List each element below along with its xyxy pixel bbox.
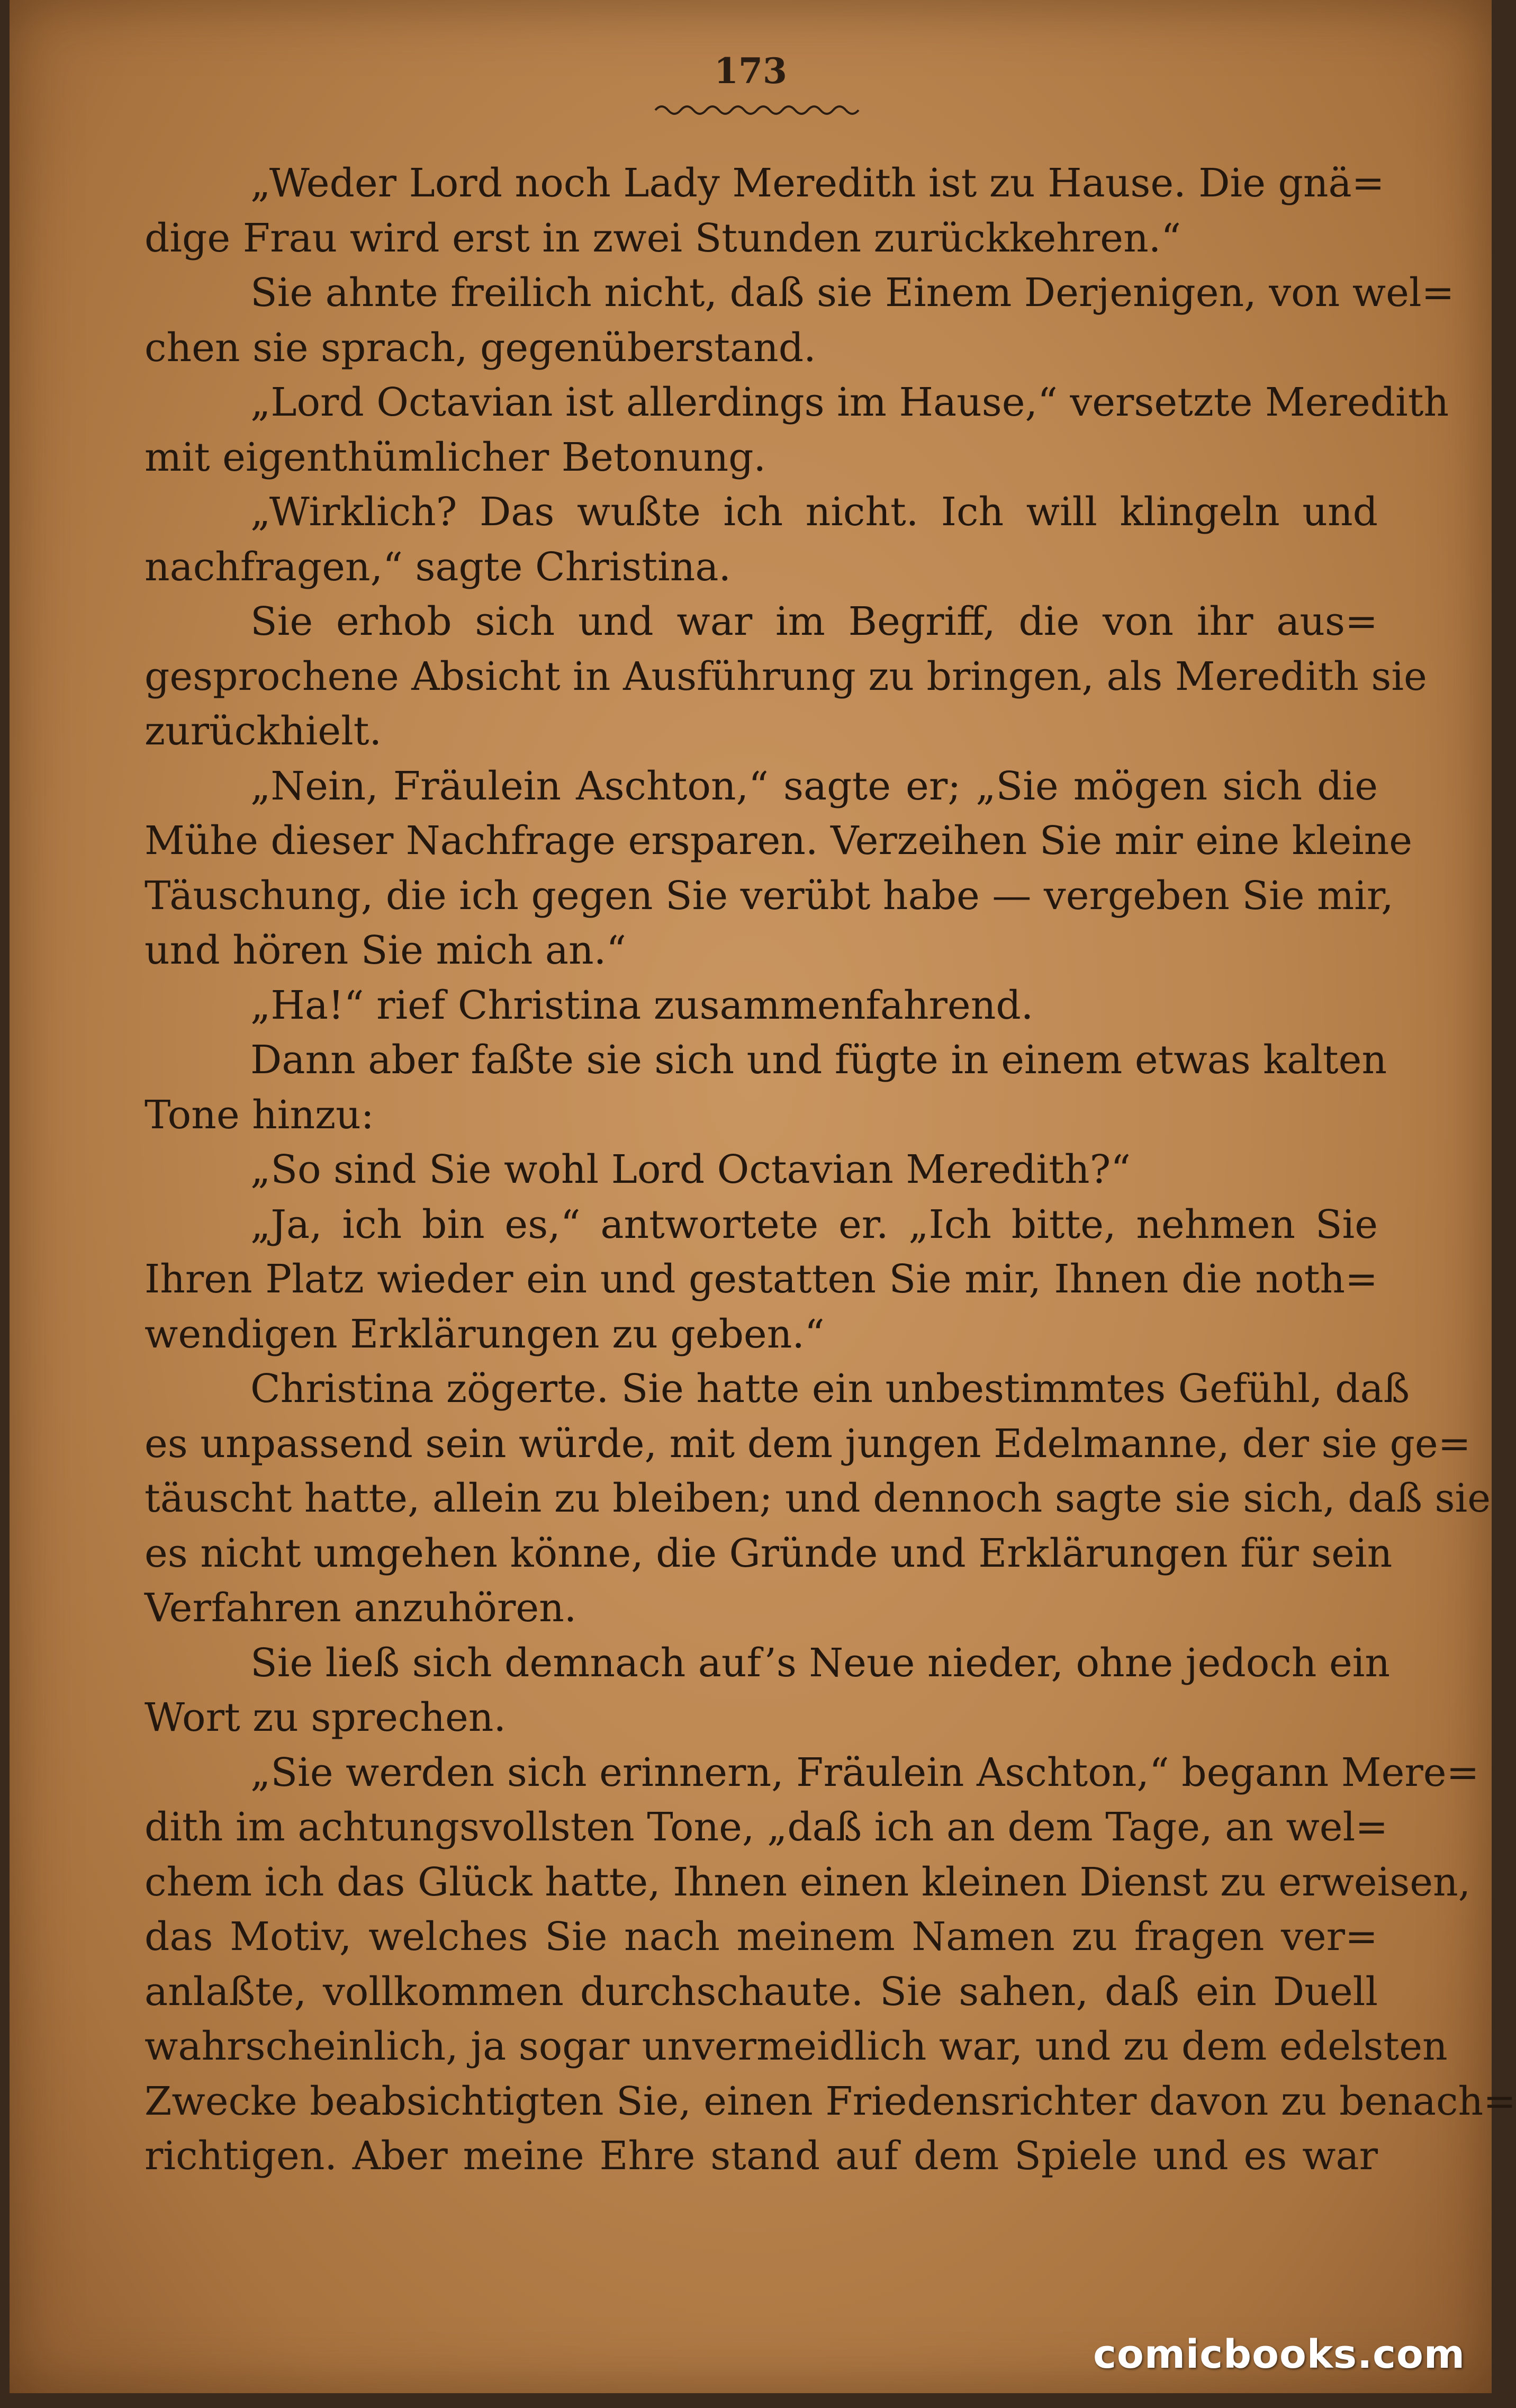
text-line: „Sie werden sich erinnern, Fräulein Aschton,“ begann Mere= bbox=[250, 1749, 1479, 1795]
text-line: Sie ahnte freilich nicht, daß sie Einem Derjenigen, von wel= bbox=[250, 270, 1455, 316]
text-line: richtigen. Aber meine Ehre stand auf dem Spiele und es war bbox=[145, 2133, 1378, 2179]
text-line: dith im achtungsvollsten Tone, „daß ich an dem Tage, an wel= bbox=[145, 1804, 1388, 1850]
text-line: es nicht umgehen könne, die Gründe und Erklärungen für sein bbox=[145, 1530, 1393, 1576]
text-line: gesprochene Absicht in Ausführung zu bringen, als Meredith sie bbox=[145, 653, 1427, 699]
text-line: chem ich das Glück hatte, Ihnen einen kleinen Dienst zu erweisen, bbox=[145, 1859, 1471, 1905]
text-line: nachfragen,“ sagte Christina. bbox=[145, 544, 731, 590]
text-line: Mühe dieser Nachfrage ersparen. Verzeihen Sie mir eine kleine bbox=[145, 818, 1413, 864]
text-line: Sie erhob sich und war im Begriff, die von ihr aus= bbox=[250, 599, 1378, 644]
text-line: „Ha!“ rief Christina zusammenfahrend. bbox=[250, 982, 1034, 1028]
text-line: Täuschung, die ich gegen Sie verübt habe — vergeben Sie mir, bbox=[145, 873, 1394, 919]
text-line: Zwecke beabsichtigten Sie, einen Friedensrichter davon zu benach= bbox=[145, 2078, 1516, 2124]
text-line: Verfahren anzuhören. bbox=[145, 1585, 577, 1631]
text-line: es unpassend sein würde, mit dem jungen Edelmanne, der sie ge= bbox=[145, 1421, 1471, 1467]
text-line: zurückhielt. bbox=[145, 708, 382, 754]
text-line: „Ja, ich bin es,“ antwortete er. „Ich bitte, nehmen Sie bbox=[250, 1201, 1378, 1247]
text-line: Wort zu sprechen. bbox=[145, 1695, 506, 1740]
text-line: wahrscheinlich, ja sogar unvermeidlich war, und zu dem edelsten bbox=[145, 2024, 1448, 2069]
text-line: anlaßte, vollkommen durchschaute. Sie sahen, daß ein Duell bbox=[145, 1969, 1378, 2015]
text-line: dige Frau wird erst in zwei Stunden zurückkehren.“ bbox=[145, 215, 1181, 261]
text-line: wendigen Erklärungen zu geben.“ bbox=[145, 1311, 825, 1357]
text-line: und hören Sie mich an.“ bbox=[145, 928, 627, 973]
book-page bbox=[10, 0, 1516, 2393]
text-line: „Weder Lord noch Lady Meredith ist zu Hause. Die gnä= bbox=[250, 160, 1385, 206]
body-text bbox=[145, 156, 1516, 2184]
text-line: mit eigenthümlicher Betonung. bbox=[145, 434, 766, 480]
text-line: Dann aber faßte sie sich und fügte in einem etwas kalten bbox=[250, 1037, 1387, 1083]
text-line: chen sie sprach, gegenüberstand. bbox=[145, 325, 816, 371]
text-line: Ihren Platz wieder ein und gestatten Sie mir, Ihnen die noth= bbox=[145, 1256, 1378, 1302]
watermark-logo: comicbooks.com bbox=[1093, 2332, 1465, 2377]
page-number: 173 bbox=[714, 50, 787, 92]
text-line: das Motiv, welches Sie nach meinem Namen zu fragen ver= bbox=[145, 1914, 1378, 1960]
text-line: täuscht hatte, allein zu bleiben; und dennoch sagte sie sich, daß sie bbox=[145, 1476, 1491, 1521]
text-line: „Wirklich? Das wußte ich nicht. Ich will klingeln und bbox=[250, 489, 1378, 535]
text-line: „Lord Octavian ist allerdings im Hause,“ versetzte Meredith bbox=[250, 380, 1449, 425]
ornament-divider bbox=[655, 101, 867, 116]
text-line: Sie ließ sich demnach auf’s Neue nieder, ohne jedoch ein bbox=[250, 1640, 1391, 1686]
text-line: Tone hinzu: bbox=[145, 1092, 374, 1138]
text-line: „Nein, Fräulein Aschton,“ sagte er; „Sie mögen sich die bbox=[250, 763, 1378, 809]
text-line: Christina zögerte. Sie hatte ein unbestimmtes Gefühl, daß bbox=[250, 1366, 1410, 1412]
text-line: „So sind Sie wohl Lord Octavian Meredith?“ bbox=[250, 1147, 1131, 1192]
